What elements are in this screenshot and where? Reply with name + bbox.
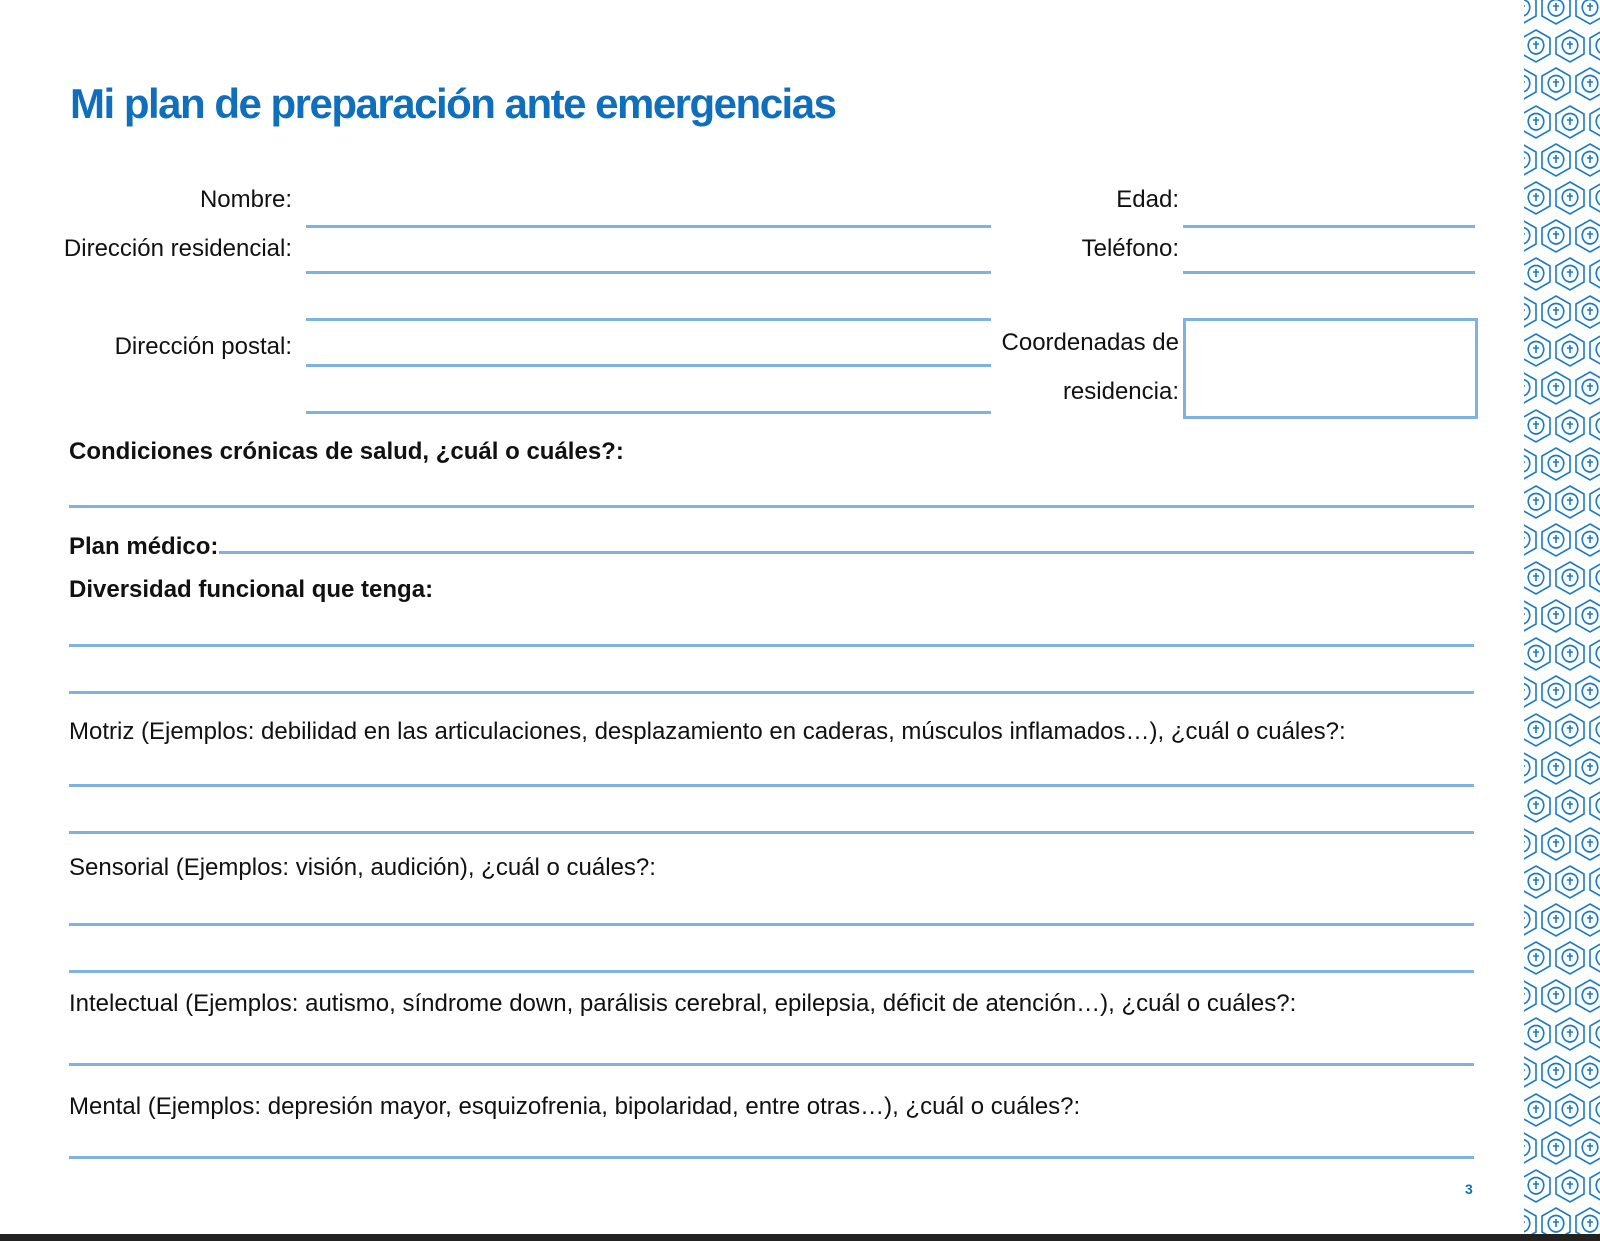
pattern-hex-icon [1590, 866, 1600, 898]
pattern-hex-icon [1556, 1018, 1584, 1050]
pattern-hex-icon [1576, 372, 1600, 404]
pattern-hex-icon [1524, 296, 1536, 328]
pattern-hex-icon [1524, 258, 1550, 290]
coordenadas-label-line1: Coordenadas de [1001, 329, 1179, 356]
intelectual-label: Intelectual (Ejemplos: autismo, síndrome down, parálisis cerebral, epilepsia, déficit de atención…), ¿cuál o cuáles?: [69, 990, 1297, 1017]
pattern-hex-icon [1524, 828, 1536, 860]
pattern-hex-icon [1542, 828, 1570, 860]
pattern-hex-icon [1542, 600, 1570, 632]
pattern-hex-icon [1590, 1018, 1600, 1050]
pattern-hex-icon [1524, 866, 1550, 898]
pattern-hex-icon [1576, 1056, 1600, 1088]
pattern-hex-icon [1524, 676, 1536, 708]
pattern-hex-icon [1524, 30, 1550, 62]
pattern-hex-icon [1542, 676, 1570, 708]
edad-field[interactable] [1183, 225, 1475, 228]
pattern-hex-icon [1524, 1018, 1550, 1050]
pattern-hex-icon [1590, 562, 1600, 594]
pattern-hex-icon [1524, 144, 1536, 176]
nombre-label: Nombre: [199, 186, 292, 213]
direccion-postal-field-2[interactable] [306, 411, 991, 414]
pattern-hex-icon [1590, 182, 1600, 214]
pattern-hex-icon [1590, 410, 1600, 442]
direccion-postal-label: Dirección postal: [114, 333, 292, 360]
pattern-hex-icon [1556, 182, 1584, 214]
pattern-hex-icon [1576, 144, 1600, 176]
pattern-hex-icon [1556, 334, 1584, 366]
pattern-hex-icon [1576, 220, 1600, 252]
motriz-field-1[interactable] [69, 784, 1474, 787]
telefono-label: Teléfono: [1081, 235, 1179, 262]
pattern-hex-icon [1542, 0, 1570, 24]
decorative-pattern-strip [1524, 0, 1600, 1234]
pattern-hex-icon [1524, 106, 1550, 138]
pattern-hex-icon [1576, 524, 1600, 556]
pattern-hex-icon [1576, 904, 1600, 936]
pattern-hex-icon [1590, 790, 1600, 822]
pattern-hex-icon [1590, 942, 1600, 974]
pattern-hex-icon [1590, 714, 1600, 746]
bottom-border [0, 1234, 1600, 1241]
pattern-hex-icon [1542, 372, 1570, 404]
pattern-hex-icon [1542, 448, 1570, 480]
pattern-hex-icon [1556, 410, 1584, 442]
pattern-hex-icon [1576, 828, 1600, 860]
pattern-hex-icon [1576, 1132, 1600, 1164]
pattern-hex-icon [1524, 714, 1550, 746]
pattern-hex-icon [1542, 752, 1570, 784]
pattern-hex-icon [1542, 1056, 1570, 1088]
condiciones-label: Condiciones crónicas de salud, ¿cuál o cuáles?: [69, 438, 624, 465]
pattern-hex-icon [1556, 562, 1584, 594]
pattern-hex-icon [1556, 106, 1584, 138]
direccion-postal-field-1[interactable] [306, 364, 991, 367]
pattern-hex-icon [1556, 1170, 1584, 1202]
pattern-icon-svg [1524, 0, 1600, 1234]
pattern-hex-icon [1524, 980, 1536, 1012]
pattern-hex-icon [1524, 562, 1550, 594]
pattern-hex-icon [1542, 1132, 1570, 1164]
pattern-hex-icon [1524, 410, 1550, 442]
pattern-hex-icon [1524, 638, 1550, 670]
pattern-hex-icon [1524, 448, 1536, 480]
pattern-hex-icon [1524, 1094, 1550, 1126]
sensorial-field-2[interactable] [69, 970, 1474, 973]
sensorial-label: Sensorial (Ejemplos: visión, audición), ¿cuál o cuáles?: [69, 854, 656, 881]
pattern-hex-icon [1524, 524, 1536, 556]
pattern-hex-icon [1556, 638, 1584, 670]
pattern-hex-icon [1590, 30, 1600, 62]
pattern-hex-icon [1542, 68, 1570, 100]
nombre-field[interactable] [306, 225, 991, 228]
pattern-hex-icon [1524, 1170, 1550, 1202]
pattern-hex-icon [1524, 1056, 1536, 1088]
diversidad-field-2[interactable] [69, 691, 1474, 694]
pattern-hex-icon [1590, 1170, 1600, 1202]
pattern-hex-icon [1576, 296, 1600, 328]
mental-label: Mental (Ejemplos: depresión mayor, esquizofrenia, bipolaridad, entre otras…), ¿cuál o cuáles?: [69, 1093, 1081, 1120]
pattern-hex-icon [1524, 1132, 1536, 1164]
intelectual-field[interactable] [69, 1063, 1474, 1066]
pattern-hex-icon [1524, 372, 1536, 404]
pattern-hex-icon [1590, 334, 1600, 366]
pattern-hex-icon [1524, 0, 1536, 24]
motriz-label: Motriz (Ejemplos: debilidad en las articulaciones, desplazamiento en caderas, músculos inflamados…), ¿cuál o cuáles?: [69, 718, 1346, 745]
pattern-hex-icon [1524, 752, 1536, 784]
pattern-hex-icon [1524, 334, 1550, 366]
pattern-hex-icon [1524, 220, 1536, 252]
pattern-hex-icon [1576, 600, 1600, 632]
pattern-hex-icon [1542, 144, 1570, 176]
pattern-hex-icon [1542, 904, 1570, 936]
pattern-hex-icon [1576, 676, 1600, 708]
telefono-field[interactable] [1183, 271, 1475, 274]
coordenadas-label-line2: residencia: [1062, 378, 1179, 405]
pattern-hex-icon [1590, 486, 1600, 518]
edad-label: Edad: [1116, 186, 1179, 213]
mental-field[interactable] [69, 1156, 1474, 1159]
page-title: Mi plan de preparación ante emergencias [70, 80, 836, 127]
pattern-hex-icon [1524, 942, 1550, 974]
pattern-hex-icon [1524, 904, 1536, 936]
motriz-field-2[interactable] [69, 831, 1474, 834]
pattern-hex-icon [1590, 106, 1600, 138]
pattern-hex-icon [1542, 1208, 1570, 1234]
pattern-hex-icon [1556, 258, 1584, 290]
pattern-hex-icon [1542, 524, 1570, 556]
pattern-hex-icon [1576, 752, 1600, 784]
plan-medico-label: Plan médico: [69, 533, 219, 560]
direccion-residencial-field-2[interactable] [306, 318, 991, 321]
direccion-residencial-field-1[interactable] [306, 271, 991, 274]
pattern-hex-icon [1556, 790, 1584, 822]
direccion-residencial-label: Dirección residencial: [63, 235, 292, 262]
pattern-hex-icon [1556, 486, 1584, 518]
pattern-hex-icon [1556, 30, 1584, 62]
pattern-hex-icon [1590, 258, 1600, 290]
pattern-hex-icon [1524, 790, 1550, 822]
pattern-hex-icon [1542, 296, 1570, 328]
pattern-hex-icon [1524, 600, 1536, 632]
plan-medico-field[interactable] [219, 551, 1474, 554]
pattern-hex-icon [1542, 220, 1570, 252]
pattern-hex-icon [1576, 0, 1600, 24]
coordenadas-box[interactable] [1183, 318, 1478, 419]
pattern-hex-icon [1556, 866, 1584, 898]
diversidad-field-1[interactable] [69, 644, 1474, 647]
pattern-hex-icon [1590, 638, 1600, 670]
sensorial-field-1[interactable] [69, 923, 1474, 926]
pattern-hex-icon [1524, 68, 1536, 100]
pattern-hex-icon [1576, 448, 1600, 480]
pattern-hex-icon [1556, 942, 1584, 974]
pattern-hex-icon [1556, 1094, 1584, 1126]
pattern-hex-icon [1524, 182, 1550, 214]
pattern-hex-icon [1576, 1208, 1600, 1234]
pattern-hex-icon [1590, 1094, 1600, 1126]
pattern-hex-icon [1576, 980, 1600, 1012]
pattern-hex-icon [1556, 714, 1584, 746]
page-number: 3 [1465, 1181, 1473, 1197]
diversidad-label: Diversidad funcional que tenga: [69, 576, 434, 603]
condiciones-field[interactable] [69, 505, 1474, 508]
pattern-hex-icon [1524, 486, 1550, 518]
pattern-hex-icon [1524, 1208, 1536, 1234]
pattern-hex-icon [1542, 980, 1570, 1012]
pattern-hex-icon [1576, 68, 1600, 100]
